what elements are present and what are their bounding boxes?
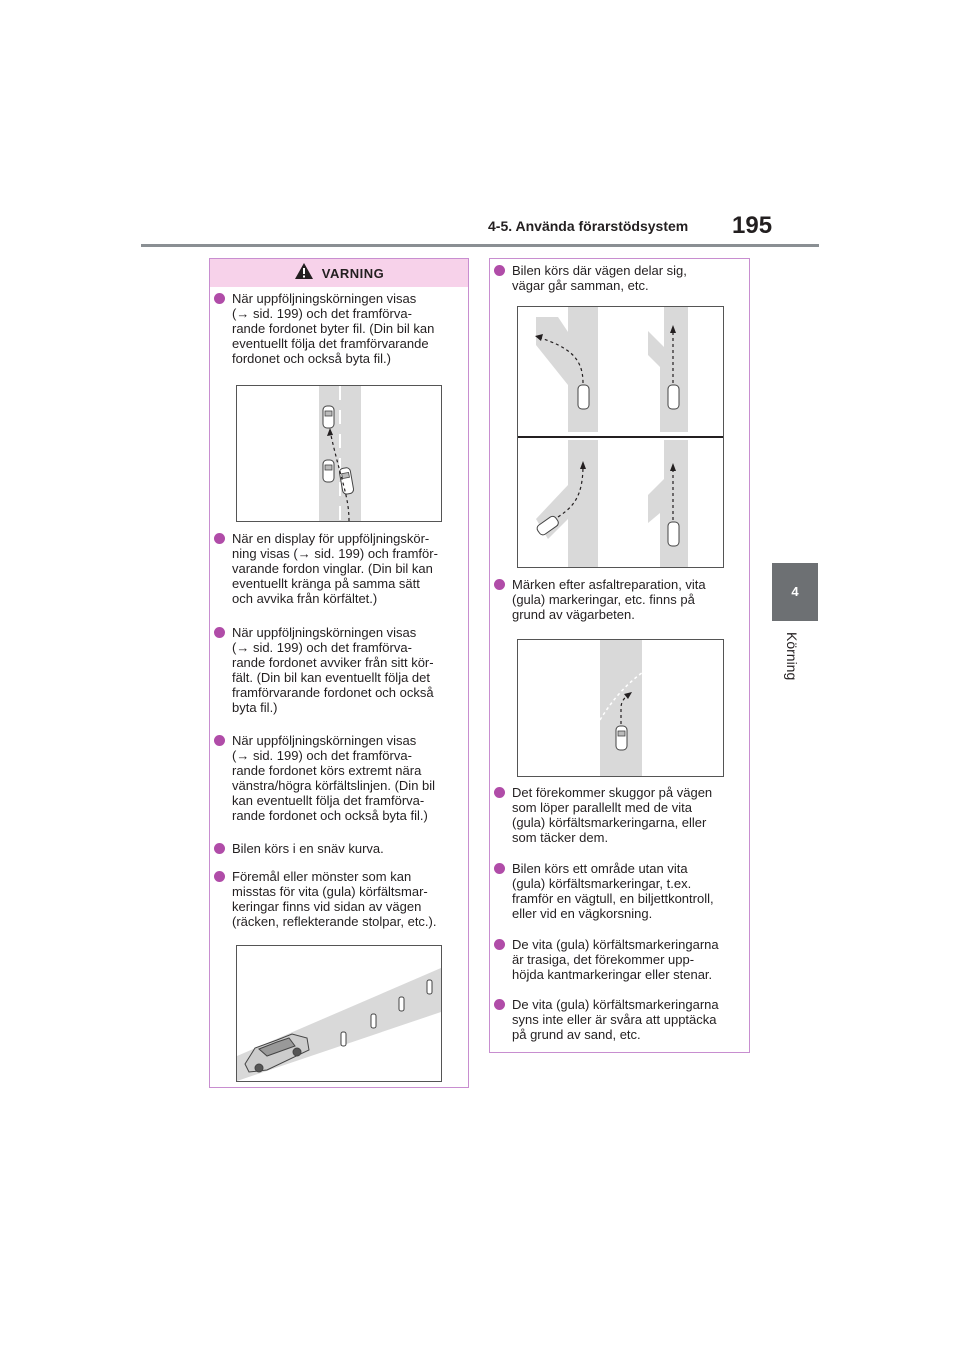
section-title: 4-5. Använda förarstödsystem bbox=[488, 218, 689, 234]
warning-box-right bbox=[489, 258, 750, 1053]
list-item bbox=[212, 733, 482, 823]
list-item-text: Det förekommer skuggor på vägen som löper parallellt med de vita (gula) körfältsmarkeringarna, eller som täcker dem. bbox=[512, 785, 713, 845]
header-rule bbox=[141, 244, 819, 247]
figure-roadside-posts bbox=[236, 945, 442, 1082]
list-item-text: Bilen körs i en snäv kurva. bbox=[232, 841, 384, 856]
list-item bbox=[212, 869, 482, 929]
list-item-text: När uppföljningskörningen visas (→ sid. 199) och det framförva- rande fordonet avviker från sitt kör- fält. (Din bil kan eventuellt följa det framförvarande fordonet och också byta fil.) bbox=[232, 625, 434, 715]
bullet-icon bbox=[214, 293, 225, 304]
list-item bbox=[212, 531, 482, 606]
bullet-icon bbox=[494, 939, 505, 950]
list-item-text: De vita (gula) körfältsmarkeringarna syns inte eller är svåra att upptäcka på grund av sand, etc. bbox=[512, 997, 719, 1042]
list-item bbox=[492, 263, 762, 293]
warning-triangle-icon bbox=[294, 262, 314, 285]
bullet-icon bbox=[494, 863, 505, 874]
bullet-icon bbox=[494, 787, 505, 798]
bullet-icon bbox=[214, 533, 225, 544]
list-item bbox=[492, 785, 762, 845]
chapter-label: Körning bbox=[784, 632, 800, 681]
warning-box-left bbox=[209, 258, 469, 1088]
bullet-icon bbox=[214, 735, 225, 746]
list-item bbox=[492, 937, 762, 982]
warning-header bbox=[210, 259, 468, 287]
figure-road-split-merge bbox=[517, 306, 724, 568]
list-item bbox=[492, 861, 762, 921]
list-item bbox=[212, 841, 482, 856]
bullet-icon bbox=[494, 999, 505, 1010]
bullet-icon bbox=[494, 265, 505, 276]
list-item bbox=[492, 997, 762, 1042]
bullet-icon bbox=[214, 627, 225, 638]
list-item-text: Bilen körs ett område utan vita (gula) körfältsmarkeringar, t.ex. framför en vägtull, en biljettkontroll, eller vid en vägkorsning. bbox=[512, 861, 714, 921]
list-item-text: När uppföljningskörningen visas (→ sid. 199) och det framförva- rande fordonet körs extremt nära vänstra/högra körfältslinjen. (Din bil kan eventuellt följa det framförva- rande fordonet och också byta fil.) bbox=[232, 733, 436, 823]
figure-road-repair-marks bbox=[517, 639, 724, 777]
list-item-text: Märken efter asfaltreparation, vita (gula) markeringar, etc. finns på grund av vägarbeten. bbox=[512, 577, 706, 622]
page-number: 195 bbox=[732, 212, 773, 239]
chapter-tab[interactable]: 4 bbox=[772, 563, 818, 621]
list-item-text: När en display för uppföljningskör- ning visas (→ sid. 199) och framför- varande fordon vinglar. (Din bil kan eventuellt kränga på samma sätt och avvika från körfältet.) bbox=[232, 531, 438, 606]
list-item-text: De vita (gula) körfältsmarkeringarna är trasiga, det förekommer upp- höjda kantmarkeringar eller stenar. bbox=[512, 937, 719, 982]
bullet-icon bbox=[214, 843, 225, 854]
warning-title: VARNING bbox=[321, 265, 385, 281]
bullet-icon bbox=[214, 871, 225, 882]
list-item bbox=[212, 625, 482, 715]
list-item bbox=[212, 291, 482, 366]
figure-lane-change bbox=[236, 385, 442, 522]
list-item-text: Bilen körs där vägen delar sig, vägar går samman, etc. bbox=[512, 263, 687, 293]
list-item bbox=[492, 577, 762, 622]
list-item-text: Föremål eller mönster som kan misstas för vita (gula) körfältsmar- keringar finns vid sidan av vägen (räcken, reflekterande stolpar, etc.). bbox=[232, 869, 437, 929]
bullet-icon bbox=[494, 579, 505, 590]
list-item-text: När uppföljningskörningen visas (→ sid. 199) och det framförva- rande fordonet byter fil. (Din bil kan eventuellt följa det framförvarande fordonet och också byta fil.) bbox=[232, 291, 435, 366]
